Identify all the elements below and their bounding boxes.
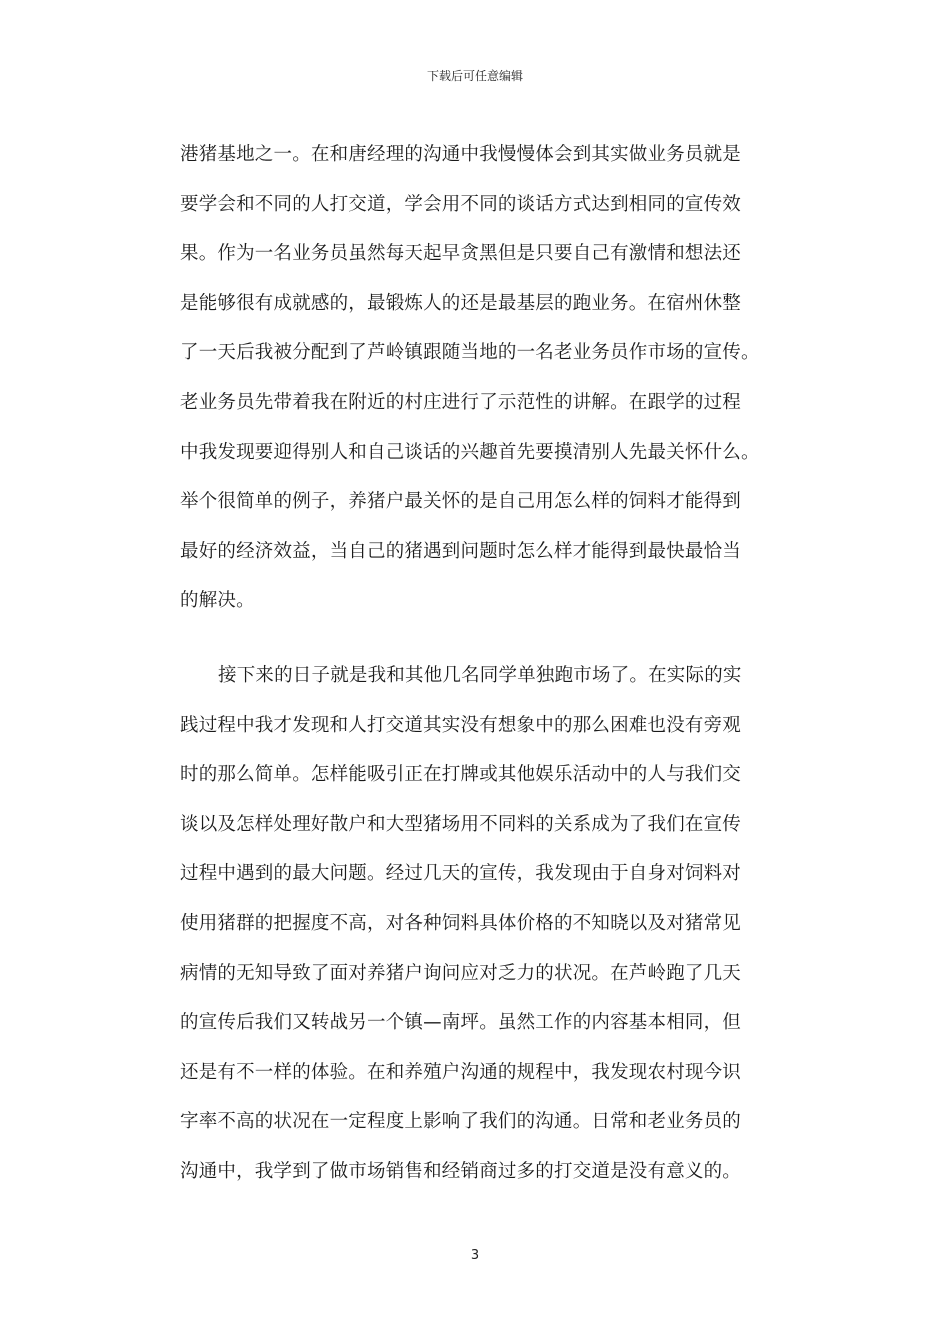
text-line: 接下来的日子就是我和其他几名同学单独跑市场了。在实际的实 [218, 664, 742, 686]
page-number: 3 [470, 1248, 480, 1263]
text-line: 还是有不一样的体验。在和养殖户沟通的规程中，我发现农村现今识 [180, 1061, 742, 1083]
text-line: 中我发现要迎得别人和自己谈话的兴趣首先要摸清别人先最关怀什么。 [180, 441, 760, 463]
text-line: 的解决。 [180, 590, 255, 612]
text-line: 践过程中我才发现和人打交道其实没有想象中的那么困难也没有旁观 [180, 714, 742, 736]
text-line: 是能够很有成就感的，最锻炼人的还是最基层的跑业务。在宿州休整 [180, 292, 742, 314]
text-line: 老业务员先带着我在附近的村庄进行了示范性的讲解。在跟学的过程 [180, 391, 742, 413]
paragraph-1 [180, 130, 780, 626]
text-line: 最好的经济效益，当自己的猪遇到问题时怎么样才能得到最快最恰当 [180, 540, 742, 562]
document-body [180, 130, 780, 1196]
text-line: 过程中遇到的最大问题。经过几天的宣传，我发现由于自身对饲料对 [180, 863, 742, 885]
text-line: 了一天后我被分配到了芦岭镇跟随当地的一名老业务员作市场的宣传。 [180, 342, 760, 364]
text-line: 使用猪群的把握度不高，对各种饲料具体价格的不知晓以及对猪常见 [180, 912, 742, 934]
text-line: 谈以及怎样处理好散户和大型猪场用不同料的关系成为了我们在宣传 [180, 813, 742, 835]
text-line: 果。作为一名业务员虽然每天起早贪黑但是只要自己有激情和想法还 [180, 243, 742, 265]
text-line: 港猪基地之一。在和唐经理的沟通中我慢慢体会到其实做业务员就是 [180, 144, 742, 165]
paragraph-2 [180, 651, 780, 1197]
text-line: 病情的无知导致了面对养猪户询问应对乏力的状况。在芦岭跑了几天 [180, 962, 742, 984]
text-line: 时的那么简单。怎样能吸引正在打牌或其他娱乐活动中的人与我们交 [180, 764, 742, 786]
text-line: 字率不高的状况在一定程度上影响了我们的沟通。日常和老业务员的 [180, 1111, 742, 1133]
text-line: 的宣传后我们又转战另一个镇—南坪。虽然工作的内容基本相同，但 [180, 1012, 742, 1034]
text-line: 要学会和不同的人打交道，学会用不同的谈话方式达到相同的宣传效 [180, 193, 742, 215]
text-line: 沟通中，我学到了做市场销售和经销商过多的打交道是没有意义的。 [180, 1160, 742, 1182]
text-line: 举个很简单的例子，养猪户最关怀的是自己用怎么样的饲料才能得到 [180, 491, 742, 513]
page-header: 下载后可任意编辑 [426, 69, 523, 83]
